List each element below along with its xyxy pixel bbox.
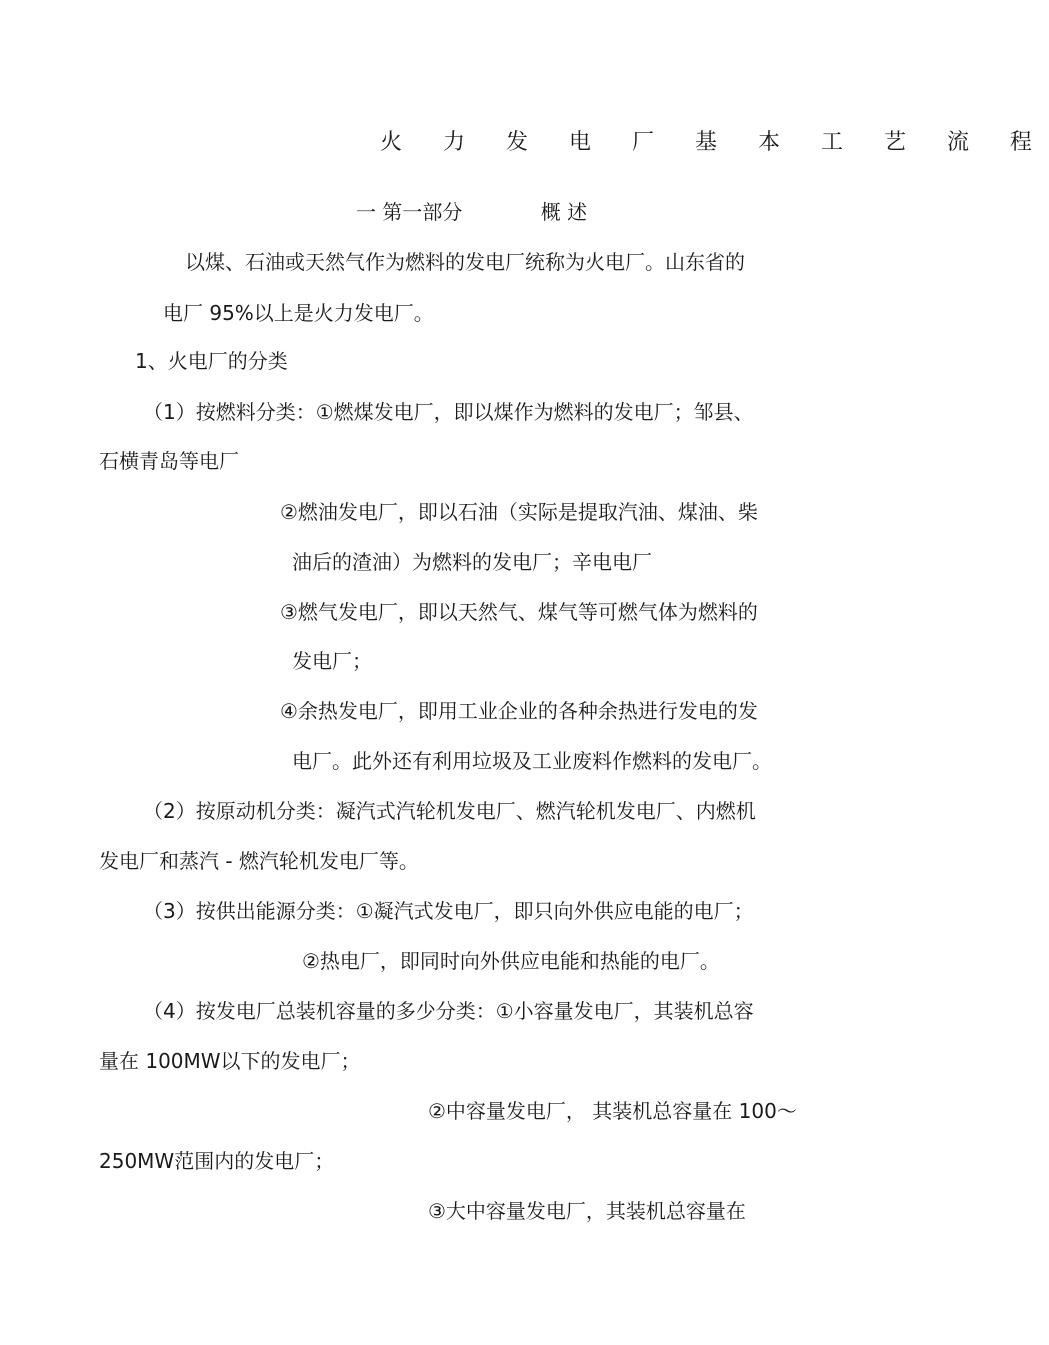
document-title: 火 力 发 电 厂 基 本 工 艺 流 程 — [380, 130, 1049, 155]
paragraph-line: ②热电厂，即同时向外供应电能和热能的电厂。 — [302, 949, 720, 973]
paragraph-line: 油后的渣油）为燃料的发电厂；辛电电厂 — [292, 550, 652, 574]
paragraph-line: 电厂。此外还有利用垃圾及工业废料作燃料的发电厂。 — [292, 749, 772, 773]
list-heading: 1、火电厂的分类 — [135, 349, 288, 373]
paragraph-line: 以煤、石油或天然气作为燃料的发电厂统称为火电厂。山东省的 — [185, 250, 745, 274]
paragraph-line: 发电厂； — [292, 649, 372, 673]
paragraph-line: ②中容量发电厂， 其装机总容量在 100～ — [428, 1099, 797, 1123]
section-part-label: 一 第一部分 — [356, 200, 463, 224]
paragraph-line: （3）按供出能源分类：①凝汽式发电厂，即只向外供应电能的电厂； — [143, 899, 754, 923]
paragraph-line: 量在 100MW以下的发电厂； — [99, 1049, 361, 1073]
paragraph-line: （1）按燃料分类：①燃煤发电厂，即以煤作为燃料的发电厂；邹县、 — [143, 400, 754, 424]
paragraph-line: 电厂 95%以上是火力发电厂。 — [163, 301, 434, 325]
paragraph-line: 发电厂和蒸汽 - 燃汽轮机发电厂等。 — [99, 849, 419, 873]
paragraph-line: 250MW范围内的发电厂； — [99, 1149, 335, 1173]
paragraph-line: ③燃气发电厂，即以天然气、煤气等可燃气体为燃料的 — [280, 600, 758, 624]
paragraph-line: ②燃油发电厂，即以石油（实际是提取汽油、煤油、柴 — [280, 500, 758, 524]
section-heading — [356, 198, 587, 226]
paragraph-line: （2）按原动机分类：凝汽式汽轮机发电厂、燃汽轮机发电厂、内燃机 — [143, 799, 756, 823]
paragraph-line: ④余热发电厂，即用工业企业的各种余热进行发电的发 — [280, 699, 758, 723]
paragraph-line: ③大中容量发电厂，其装机总容量在 — [428, 1199, 746, 1223]
section-name-label: 概 述 — [540, 200, 588, 224]
paragraph-line: （4）按发电厂总装机容量的多少分类：①小容量发电厂，其装机总容 — [143, 999, 754, 1023]
paragraph-line: 石横青岛等电厂 — [99, 449, 239, 473]
